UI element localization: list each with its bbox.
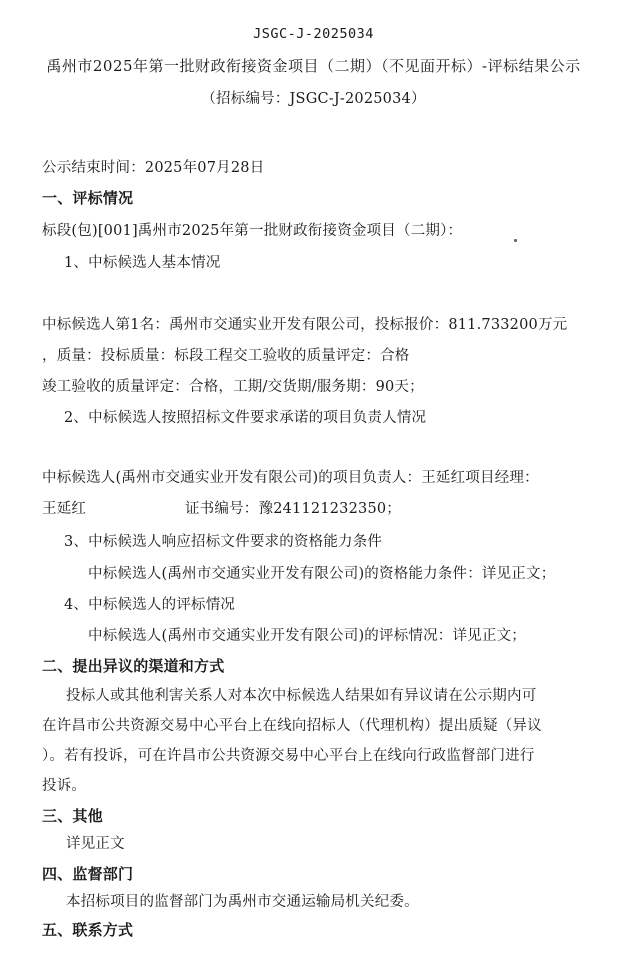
- qualification-text: 中标候选人(禹州市交通实业开发有限公司)的资格能力条件：详见正文；: [88, 566, 556, 582]
- section-4-heading: 四、监督部门: [42, 865, 134, 883]
- section-5-heading: 五、联系方式: [42, 921, 134, 939]
- objection-line-2: 在许昌市公共资源交易中心平台上在线向招标人（代理机构）提出质疑（异议: [42, 718, 542, 734]
- candidate-line-3: 竣工验收的质量评定：合格，工期/交货期/服务期：90天；: [42, 379, 424, 395]
- project-manager-name: 王延红: [42, 501, 87, 517]
- objection-line-4: 投诉。: [42, 778, 87, 794]
- document-title: 禹州市2025年第一批财政衔接资金项目（二期）（不见面开标）-评标结果公示: [46, 57, 581, 75]
- candidate-line-1: 中标候选人第1名：禹州市交通实业开发有限公司，投标报价：811.733200万元: [42, 317, 568, 333]
- certificate-number: 证书编号：豫241121232350；: [185, 501, 402, 517]
- section-2-heading: 二、提出异议的渠道和方式: [42, 657, 225, 675]
- scan-speck: [514, 239, 517, 242]
- subsection-1-title: 1、中标候选人基本情况: [64, 255, 221, 271]
- bid-number: （招标编号：JSGC-J-2025034）: [201, 91, 426, 107]
- objection-line-1: 投标人或其他利害关系人对本次中标候选人结果如有异议请在公示期内可: [66, 688, 537, 704]
- lot-title: 标段(包)[001]禹州市2025年第一批财政衔接资金项目（二期）：: [42, 223, 463, 239]
- section-3-text: 详见正文: [66, 836, 125, 852]
- candidate-line-2: ，质量：投标质量：标段工程交工验收的质量评定：合格: [42, 348, 410, 364]
- evaluation-text: 中标候选人(禹州市交通实业开发有限公司)的评标情况：详见正文；: [88, 628, 527, 644]
- publicity-end-time: 公示结束时间：2025年07月28日: [42, 160, 265, 176]
- objection-line-3: ）。若有投诉，可在许昌市公共资源交易中心平台上在线向行政监督部门进行: [42, 748, 535, 764]
- subsection-4-title: 4、中标候选人的评标情况: [64, 597, 236, 613]
- subsection-3-title: 3、中标候选人响应招标文件要求的资格能力条件: [64, 534, 383, 550]
- document-code: JSGC-J-2025034: [253, 26, 374, 42]
- section-4-text: 本招标项目的监督部门为禹州市交通运输局机关纪委。: [66, 894, 419, 910]
- subsection-2-title: 2、中标候选人按照招标文件要求承诺的项目负责人情况: [64, 410, 427, 426]
- section-3-heading: 三、其他: [42, 807, 103, 825]
- project-manager-line: 中标候选人(禹州市交通实业开发有限公司)的项目负责人：王延红项目经理：: [42, 470, 539, 486]
- section-1-heading: 一、评标情况: [42, 189, 134, 207]
